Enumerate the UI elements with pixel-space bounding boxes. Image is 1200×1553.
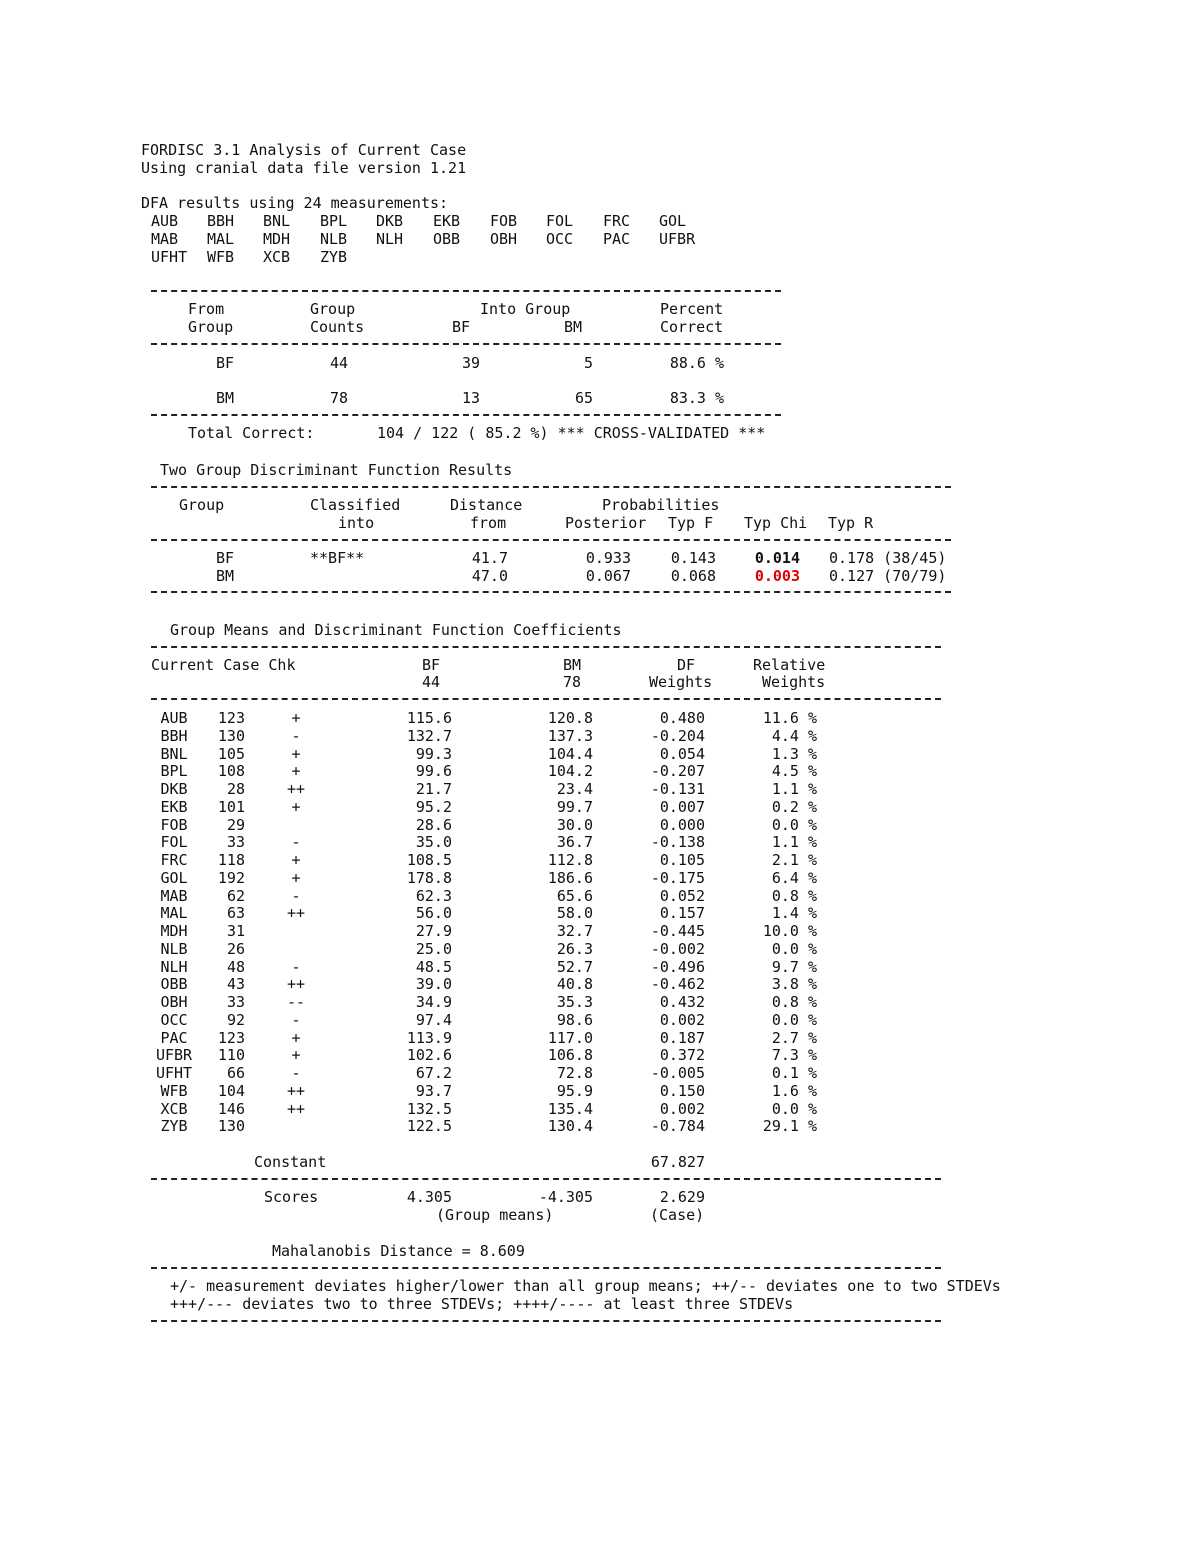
- report-title: FORDISC 3.1 Analysis of Current Case: [141, 141, 467, 159]
- relative-weight: 4.5 %: [771, 762, 817, 781]
- row-distance: 47.0: [471, 567, 508, 585]
- bm-mean: 32.7: [556, 922, 593, 940]
- measurement-code: ZYB: [320, 248, 348, 266]
- col-group-counts: Group: [310, 300, 356, 318]
- row-typ-r: 0.178 (38/45): [829, 549, 947, 567]
- measurement-code: PAC: [603, 230, 631, 248]
- relative-weight: 0.0 %: [771, 815, 817, 834]
- row-into-bm: 5: [583, 354, 593, 372]
- measurement-code: GOL: [160, 868, 188, 887]
- col-bf: BF: [422, 656, 441, 674]
- col-probabilities: Probabilities: [602, 496, 720, 514]
- df-weight: 0.372: [659, 1046, 705, 1065]
- row-count: 78: [329, 389, 348, 407]
- score-bm: -4.305: [538, 1188, 593, 1206]
- bf-mean: 25.0: [415, 939, 452, 958]
- df-weight: -0.138: [650, 833, 705, 852]
- col-typ-f: Typ F: [668, 514, 714, 532]
- bf-mean: 102.6: [406, 1046, 452, 1065]
- relative-weight: 0.8 %: [771, 993, 817, 1011]
- bm-mean: 65.6: [556, 886, 593, 905]
- case-value: 66: [226, 1064, 245, 1082]
- bf-mean: 113.9: [406, 1028, 452, 1047]
- measurement-code: FOL: [160, 833, 188, 852]
- col-classified: Classified: [310, 496, 401, 514]
- col-from: From: [188, 300, 225, 318]
- case-label: (Case): [650, 1206, 705, 1224]
- measurement-code: FOL: [546, 212, 574, 230]
- df-weight: 0.157: [659, 904, 705, 923]
- divider: [151, 698, 941, 700]
- two-group-title: Two Group Discriminant Function Results: [160, 461, 513, 479]
- measurement-code: WFB: [160, 1081, 188, 1100]
- df-weight: -0.445: [650, 922, 705, 940]
- dfa-title: DFA results using 24 measurements:: [141, 194, 449, 212]
- measurement-code: UFHT: [155, 1064, 193, 1082]
- measurement-code: DKB: [376, 212, 404, 230]
- bm-mean: 106.8: [547, 1046, 593, 1065]
- case-value: 146: [217, 1099, 245, 1118]
- bf-mean: 178.8: [406, 868, 452, 887]
- check-mark: ++: [286, 1081, 306, 1100]
- relative-weight: 0.2 %: [771, 797, 817, 816]
- case-value: 101: [217, 797, 245, 816]
- df-weight: 0.105: [659, 851, 705, 869]
- bm-mean: 137.3: [547, 726, 593, 745]
- bf-mean: 21.7: [415, 780, 452, 798]
- row-group: BF: [216, 549, 235, 567]
- bf-mean: 95.2: [415, 797, 452, 816]
- measurement-code: XCB: [160, 1099, 188, 1118]
- relative-weight: 1.1 %: [771, 833, 817, 852]
- case-value: 33: [226, 993, 245, 1011]
- relative-weight: 29.1 %: [762, 1117, 817, 1136]
- case-value: 48: [226, 957, 245, 976]
- row-typ-chi: 0.014: [754, 549, 800, 567]
- col-typ-chi: Typ Chi: [744, 514, 808, 532]
- bm-mean: 58.0: [556, 904, 593, 923]
- case-value: 118: [217, 851, 245, 869]
- row-typ-f: 0.068: [670, 567, 716, 585]
- bm-mean: 104.2: [547, 762, 593, 781]
- row-group: BF: [216, 354, 235, 372]
- bm-mean: 120.8: [547, 709, 593, 727]
- bm-mean: 104.4: [547, 744, 593, 763]
- check-mark: -: [291, 957, 301, 976]
- bm-mean: 117.0: [547, 1028, 593, 1047]
- row-percent: 83.3 %: [669, 389, 724, 407]
- total-correct-value: 104 / 122 ( 85.2 %) *** CROSS-VALIDATED ***: [377, 424, 766, 442]
- col-df-weights: Weights: [649, 673, 713, 691]
- divider: [151, 1267, 941, 1269]
- check-mark: +: [291, 851, 301, 869]
- measurement-code: FOB: [490, 212, 518, 230]
- divider: [151, 414, 781, 416]
- measurement-code: DKB: [160, 780, 188, 798]
- row-percent: 88.6 %: [669, 354, 724, 372]
- row-typ-f: 0.143: [670, 549, 716, 567]
- measurement-code: OBH: [160, 993, 188, 1011]
- measurement-code: PAC: [160, 1028, 188, 1047]
- check-mark: +: [291, 709, 301, 727]
- measurement-code: MAL: [160, 904, 188, 923]
- score-bf: 4.305: [406, 1188, 452, 1206]
- row-into-bf: 39: [461, 354, 480, 372]
- measurement-code: OBB: [433, 230, 461, 248]
- case-value: 123: [217, 1028, 245, 1047]
- row-into-bf: 13: [461, 389, 480, 407]
- df-weight: 0.432: [659, 993, 705, 1011]
- bf-mean: 99.6: [415, 762, 452, 781]
- data-file-version: Using cranial data file version 1.21: [141, 159, 467, 177]
- row-distance: 41.7: [471, 549, 508, 567]
- total-correct-label: Total Correct:: [188, 424, 315, 442]
- measurement-code: BPL: [160, 762, 188, 781]
- case-value: 110: [217, 1046, 245, 1065]
- col-bm: BM: [564, 318, 583, 336]
- df-weight: 0.007: [659, 797, 705, 816]
- relative-weight: 0.0 %: [771, 939, 817, 958]
- case-value: 28: [226, 780, 245, 798]
- check-mark: ++: [286, 1099, 306, 1118]
- relative-weight: 0.8 %: [771, 886, 817, 905]
- df-weight: -0.784: [650, 1117, 705, 1136]
- footnote-line: +/- measurement deviates higher/lower than all group means; ++/-- deviates one to two STDEVs: [170, 1277, 1001, 1295]
- case-value: 43: [226, 975, 245, 994]
- df-weight: 0.000: [659, 815, 705, 834]
- bm-mean: 186.6: [547, 868, 593, 887]
- bm-mean: 52.7: [556, 957, 593, 976]
- divider: [151, 343, 781, 345]
- measurement-code: NLB: [160, 939, 188, 958]
- relative-weight: 1.1 %: [771, 780, 817, 798]
- measurement-code: AUB: [151, 212, 179, 230]
- bm-mean: 40.8: [556, 975, 593, 994]
- relative-weight: 6.4 %: [771, 868, 817, 887]
- case-value: 29: [226, 815, 245, 834]
- relative-weight: 9.7 %: [771, 957, 817, 976]
- col-into-group: Into Group: [480, 300, 571, 318]
- check-mark: +: [291, 744, 301, 763]
- row-posterior: 0.933: [585, 549, 631, 567]
- check-mark: +: [291, 762, 301, 781]
- df-weight: -0.131: [650, 780, 705, 798]
- bf-mean: 56.0: [415, 904, 452, 923]
- case-value: 33: [226, 833, 245, 852]
- df-weight: -0.005: [650, 1064, 705, 1082]
- measurement-code: OBB: [160, 975, 188, 994]
- relative-weight: 2.7 %: [771, 1028, 817, 1047]
- measurement-code: BBH: [207, 212, 235, 230]
- relative-weight: 1.3 %: [771, 744, 817, 763]
- relative-weight: 1.6 %: [771, 1081, 817, 1100]
- measurement-code: OBH: [490, 230, 518, 248]
- measurement-code: OCC: [160, 1010, 188, 1029]
- relative-weight: 3.8 %: [771, 975, 817, 994]
- measurement-code: XCB: [263, 248, 291, 266]
- measurement-code: NLB: [320, 230, 348, 248]
- bm-mean: 72.8: [556, 1064, 593, 1082]
- measurement-code: WFB: [207, 248, 235, 266]
- measurement-code: MDH: [160, 922, 188, 940]
- footnote-line: +++/--- deviates two to three STDEVs; ++++/---- at least three STDEVs: [170, 1295, 794, 1313]
- bf-mean: 27.9: [415, 922, 452, 940]
- bm-mean: 35.3: [556, 993, 593, 1011]
- bm-mean: 130.4: [547, 1117, 593, 1136]
- bf-mean: 35.0: [415, 833, 452, 852]
- col-bf: BF: [452, 318, 471, 336]
- df-weight: -0.175: [650, 868, 705, 887]
- col-current-case: Current Case Chk: [151, 656, 296, 674]
- measurement-code: FRC: [160, 851, 188, 869]
- measurement-code: NLH: [160, 957, 188, 976]
- divider: [151, 290, 781, 292]
- measurement-code: UFHT: [151, 248, 188, 266]
- case-value: 130: [217, 1117, 245, 1136]
- col-distance: from: [470, 514, 507, 532]
- measurement-code: ZYB: [160, 1117, 188, 1136]
- bm-mean: 98.6: [556, 1010, 593, 1029]
- case-value: 123: [217, 709, 245, 727]
- check-mark: +: [291, 1028, 301, 1047]
- measurement-code: BPL: [320, 212, 348, 230]
- df-weight: 0.187: [659, 1028, 705, 1047]
- relative-weight: 2.1 %: [771, 851, 817, 869]
- col-from: Group: [188, 318, 234, 336]
- divider: [151, 1178, 941, 1180]
- check-mark: ++: [286, 904, 306, 923]
- relative-weight: 10.0 %: [762, 922, 817, 940]
- col-bf-n: 44: [422, 673, 441, 691]
- check-mark: ++: [286, 780, 306, 798]
- case-value: 31: [226, 922, 245, 940]
- measurement-code: BBH: [160, 726, 188, 745]
- constant-value: 67.827: [650, 1153, 705, 1171]
- row-posterior: 0.067: [585, 567, 631, 585]
- bf-mean: 115.6: [406, 709, 452, 727]
- relative-weight: 0.0 %: [771, 1010, 817, 1029]
- bf-mean: 62.3: [415, 886, 452, 905]
- col-distance: Distance: [450, 496, 523, 514]
- check-mark: +: [291, 868, 301, 887]
- measurement-code: EKB: [160, 797, 188, 816]
- df-weight: -0.002: [650, 939, 705, 958]
- measurement-code: BNL: [263, 212, 291, 230]
- divider: [151, 646, 941, 648]
- measurement-code: MAB: [151, 230, 179, 248]
- score-case: 2.629: [659, 1188, 705, 1206]
- col-posterior: Posterior: [565, 514, 647, 532]
- measurement-code: UFBR: [659, 230, 696, 248]
- measurement-code: FOB: [160, 815, 188, 834]
- bm-mean: 112.8: [547, 851, 593, 869]
- bf-mean: 34.9: [415, 993, 452, 1011]
- col-percent-correct: Correct: [660, 318, 724, 336]
- group-means-label: (Group means): [436, 1206, 554, 1224]
- row-group: BM: [216, 389, 235, 407]
- measurement-code: AUB: [160, 709, 188, 727]
- check-mark: +: [291, 1046, 301, 1065]
- divider: [151, 486, 951, 488]
- bf-mean: 132.5: [406, 1099, 452, 1118]
- col-bm-n: 78: [563, 673, 582, 691]
- bf-mean: 122.5: [406, 1117, 452, 1136]
- check-mark: --: [286, 993, 306, 1011]
- col-percent-correct: Percent: [660, 300, 724, 318]
- df-weight: 0.052: [659, 886, 705, 905]
- bf-mean: 48.5: [415, 957, 452, 976]
- row-typ-chi: 0.003: [754, 567, 800, 585]
- check-mark: -: [291, 1010, 301, 1029]
- col-relative-weights: Relative: [753, 656, 826, 674]
- relative-weight: 7.3 %: [771, 1046, 817, 1065]
- case-value: 192: [217, 868, 245, 887]
- check-mark: +: [291, 797, 301, 816]
- col-group-counts: Counts: [310, 318, 365, 336]
- df-weight: -0.204: [650, 726, 705, 745]
- check-mark: -: [291, 1064, 301, 1082]
- df-weight: -0.462: [650, 975, 705, 994]
- relative-weight: 0.1 %: [771, 1064, 817, 1082]
- measurement-code: OCC: [546, 230, 574, 248]
- bf-mean: 99.3: [415, 744, 452, 763]
- relative-weight: 0.0 %: [771, 1099, 817, 1118]
- means-title: Group Means and Discriminant Function Coefficients: [170, 621, 622, 639]
- relative-weight: 1.4 %: [771, 904, 817, 923]
- bf-mean: 93.7: [415, 1081, 452, 1100]
- col-group: Group: [179, 496, 225, 514]
- constant-label: Constant: [254, 1153, 327, 1171]
- col-typ-r: Typ R: [828, 514, 874, 532]
- mahalanobis-distance: Mahalanobis Distance = 8.609: [272, 1242, 525, 1260]
- col-bm: BM: [563, 656, 582, 674]
- relative-weight: 4.4 %: [771, 726, 817, 745]
- row-count: 44: [329, 354, 348, 372]
- scores-label: Scores: [264, 1188, 319, 1206]
- measurement-code: GOL: [659, 212, 687, 230]
- df-weight: 0.002: [659, 1010, 705, 1029]
- bm-mean: 26.3: [556, 939, 593, 958]
- case-value: 130: [217, 726, 245, 745]
- bf-mean: 108.5: [406, 851, 452, 869]
- row-classified: **BF**: [310, 549, 365, 567]
- df-weight: 0.054: [659, 744, 705, 763]
- case-value: 63: [226, 904, 245, 923]
- measurement-code: EKB: [433, 212, 461, 230]
- measurement-code: MAB: [160, 886, 188, 905]
- case-value: 92: [226, 1010, 245, 1029]
- relative-weight: 11.6 %: [762, 709, 817, 727]
- df-weight: 0.480: [659, 709, 705, 727]
- measurement-code: MAL: [207, 230, 235, 248]
- row-into-bm: 65: [574, 389, 593, 407]
- check-mark: -: [291, 726, 301, 745]
- measurement-code: MDH: [263, 230, 291, 248]
- col-relative-weights: Weights: [762, 673, 826, 691]
- divider: [151, 1320, 941, 1322]
- case-value: 105: [217, 744, 245, 763]
- row-group: BM: [216, 567, 235, 585]
- divider: [151, 539, 951, 541]
- case-value: 108: [217, 762, 245, 781]
- measurement-code: BNL: [160, 744, 188, 763]
- bm-mean: 30.0: [556, 815, 593, 834]
- bf-mean: 67.2: [415, 1064, 452, 1082]
- case-value: 104: [217, 1081, 245, 1100]
- bm-mean: 99.7: [556, 797, 593, 816]
- check-mark: -: [291, 833, 301, 852]
- check-mark: -: [291, 886, 301, 905]
- bf-mean: 132.7: [406, 726, 452, 745]
- bf-mean: 97.4: [415, 1010, 452, 1029]
- df-weight: -0.207: [650, 762, 705, 781]
- bf-mean: 28.6: [415, 815, 452, 834]
- case-value: 26: [226, 939, 245, 958]
- measurement-code: UFBR: [155, 1046, 193, 1065]
- divider: [151, 591, 951, 593]
- df-weight: 0.150: [659, 1081, 705, 1100]
- col-df-weights: DF: [677, 656, 696, 674]
- bm-mean: 23.4: [556, 780, 593, 798]
- measurement-code: FRC: [603, 212, 631, 230]
- bm-mean: 95.9: [556, 1081, 593, 1100]
- measurement-code: NLH: [376, 230, 404, 248]
- case-value: 62: [226, 886, 245, 905]
- df-weight: -0.496: [650, 957, 705, 976]
- row-typ-r: 0.127 (70/79): [829, 567, 947, 585]
- bf-mean: 39.0: [415, 975, 452, 994]
- col-classified: into: [338, 514, 375, 532]
- bm-mean: 36.7: [556, 833, 593, 852]
- bm-mean: 135.4: [547, 1099, 593, 1118]
- check-mark: ++: [286, 975, 306, 994]
- df-weight: 0.002: [659, 1099, 705, 1118]
